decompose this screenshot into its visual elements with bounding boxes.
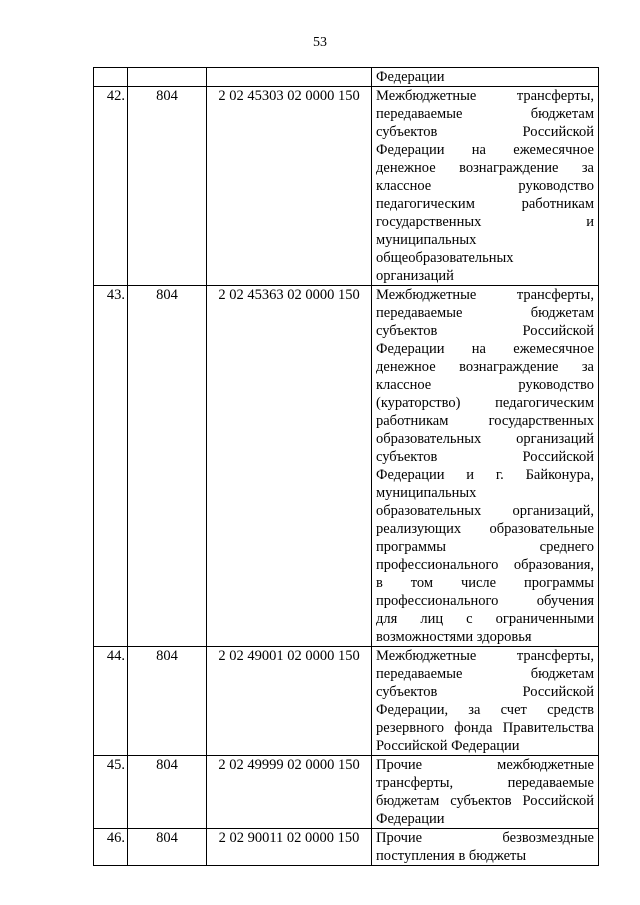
description-cell <box>372 829 599 866</box>
budget-classification-code-cell: 2 02 49999 02 0000 150 <box>207 756 372 829</box>
description-line: резервного фонда Правительства <box>376 720 594 736</box>
description-line: возможностями здоровья <box>376 629 532 645</box>
description-line: классное руководство <box>376 377 594 393</box>
table-row <box>94 68 599 87</box>
row-number-cell: 44. <box>94 647 128 756</box>
admin-code-cell: 804 <box>128 647 207 756</box>
description-cell <box>372 87 599 286</box>
admin-code-cell: 804 <box>128 286 207 647</box>
description-cell <box>372 756 599 829</box>
description-line: реализующих образовательные <box>376 521 594 537</box>
admin-code-cell: 804 <box>128 87 207 286</box>
description-line: муниципальных <box>376 232 477 248</box>
description-line: трансферты, передаваемые <box>376 775 594 791</box>
description-line: педагогическим работникам <box>376 196 594 212</box>
admin-code-cell <box>128 68 207 87</box>
description-line: субъектов Российской <box>376 684 594 700</box>
description-cell <box>372 68 599 87</box>
description-line: в том числе программы <box>376 575 594 591</box>
table-row <box>94 647 599 756</box>
description-line: Прочие безвозмездные <box>376 830 594 846</box>
row-number-cell: 43. <box>94 286 128 647</box>
budget-classification-code-cell <box>207 68 372 87</box>
description-line: муниципальных <box>376 485 477 501</box>
description-line: передаваемые бюджетам <box>376 106 594 122</box>
description-line: работникам государственных <box>376 413 594 429</box>
description-line: (кураторство) педагогическим <box>376 395 594 411</box>
row-number-cell <box>94 68 128 87</box>
description-line: Межбюджетные трансферты, <box>376 287 594 303</box>
description-line: передаваемые бюджетам <box>376 666 594 682</box>
description-line: субъектов Российской <box>376 124 594 140</box>
description-line: денежное вознаграждение за <box>376 160 594 176</box>
budget-classification-code-cell: 2 02 49001 02 0000 150 <box>207 647 372 756</box>
description-line: Федерации <box>376 811 445 827</box>
budget-codes-table <box>93 67 599 866</box>
description-line: бюджетам субъектов Российской <box>376 793 594 809</box>
description-line: образовательных организаций <box>376 431 594 447</box>
description-line: общеобразовательных <box>376 250 514 266</box>
description-line: Федерации, за счет средств <box>376 702 594 718</box>
description-line: Межбюджетные трансферты, <box>376 648 594 664</box>
description-line: профессионального обучения <box>376 593 594 609</box>
description-cell <box>372 647 599 756</box>
description-line: образовательных организаций, <box>376 503 594 519</box>
description-line: Федерации и г. Байконура, <box>376 467 594 483</box>
row-number-cell: 45. <box>94 756 128 829</box>
admin-code-cell: 804 <box>128 756 207 829</box>
description-line: для лиц с ограниченными <box>376 611 594 627</box>
table-row <box>94 87 599 286</box>
description-line: классное руководство <box>376 178 594 194</box>
description-line: программы среднего <box>376 539 594 555</box>
description-line: денежное вознаграждение за <box>376 359 594 375</box>
budget-classification-code-cell: 2 02 90011 02 0000 150 <box>207 829 372 866</box>
admin-code-cell: 804 <box>128 829 207 866</box>
description-line: субъектов Российской <box>376 323 594 339</box>
budget-classification-code-cell: 2 02 45363 02 0000 150 <box>207 286 372 647</box>
description-line: поступления в бюджеты <box>376 848 527 864</box>
description-cell <box>372 286 599 647</box>
description-line: Межбюджетные трансферты, <box>376 88 594 104</box>
description-line: субъектов Российской <box>376 449 594 465</box>
description-line: Прочие межбюджетные <box>376 757 594 773</box>
table-row <box>94 756 599 829</box>
row-number-cell: 42. <box>94 87 128 286</box>
description-line: государственных и <box>376 214 594 230</box>
description-line: Российской Федерации <box>376 738 520 754</box>
description-line: профессионального образования, <box>376 557 594 573</box>
page-number: 53 <box>313 35 327 50</box>
description-line: организаций <box>376 268 454 284</box>
description-line: Федерации <box>376 69 445 85</box>
row-number-cell: 46. <box>94 829 128 866</box>
budget-classification-code-cell: 2 02 45303 02 0000 150 <box>207 87 372 286</box>
description-line: Федерации на ежемесячное <box>376 142 594 158</box>
table-row <box>94 829 599 866</box>
table-row <box>94 286 599 647</box>
description-line: Федерации на ежемесячное <box>376 341 594 357</box>
description-line: передаваемые бюджетам <box>376 305 594 321</box>
